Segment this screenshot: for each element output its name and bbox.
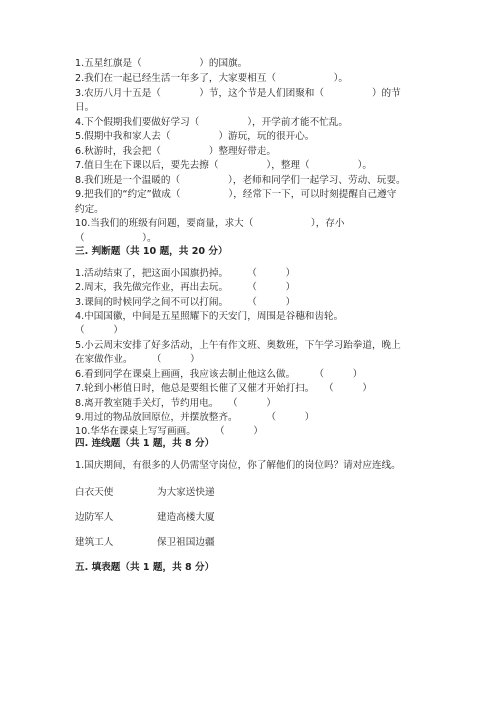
- matching-question: 1.国庆期间，有很多的人仍需坚守岗位，你了解他们的岗位吗？请对应连线。: [75, 460, 401, 471]
- judge-item-1: 1.活动结束了，把这面小国旗扔掉。 （ ）: [75, 268, 296, 279]
- fill-blank-item-7: 7.值日生在下课以后，要先去擦（ ），整理（ ）。: [75, 160, 372, 171]
- match-left-1[interactable]: 白衣天使: [75, 487, 114, 498]
- judge-item-7: 7.轮到小彬值日时，他总是要组长催了又催才开始打扫。 （ ）: [75, 383, 372, 394]
- fill-blank-item-9: 9.把我们的“约定”做成（ ），经常下一下，可以时刻提醒自己遵守: [75, 189, 397, 200]
- match-right-1[interactable]: 为大家送快递: [157, 487, 215, 498]
- fill-blank-item-6: 6.秋游时，我会把（ ）整理好带走。: [75, 146, 277, 157]
- fill-blank-item-5: 5.假期中我和家人去（ ）游玩，玩的很开心。: [75, 131, 315, 142]
- fill-blank-item-8: 8.我们班是一个温暖的（ ），老师和同学们一起学习、劳动、玩耍。: [75, 175, 406, 186]
- judge-item-8: 8.离开教室随手关灯，节约用电。 （ ）: [75, 398, 277, 409]
- judge-item-2: 2.周末，我先做完作业，再出去玩。 （ ）: [75, 282, 296, 293]
- section-4-heading: 四. 连线题（共 1 题，共 8 分）: [75, 438, 215, 449]
- match-left-2[interactable]: 边防军人: [75, 512, 114, 523]
- judge-item-4-cont: （ ）: [75, 325, 123, 336]
- match-right-3[interactable]: 保卫祖国边疆: [157, 537, 215, 548]
- fill-blank-item-1: 1.五星红旗是（ ）的国旗。: [75, 58, 248, 69]
- match-right-2[interactable]: 建造高楼大厦: [157, 512, 215, 523]
- judge-item-9: 9.用过的物品放回原位，并摆放整齐。 （ ）: [75, 412, 315, 423]
- fill-blank-item-3: 3.农历八月十五是（ ）节，这个节是人们团聚和（ ）的节: [75, 88, 401, 99]
- section-5-heading: 五. 填表题（共 1 题，共 8 分）: [75, 562, 215, 573]
- judge-item-5: 5.小云周末安排了好多活动，上午有作文班、奥数班，下午学习跆拳道，晚上: [75, 340, 401, 351]
- fill-blank-item-10-cont: （ ）。: [75, 233, 157, 244]
- judge-item-5-cont: 在家做作业。 （ ）: [75, 354, 200, 365]
- fill-blank-item-2: 2.我们在一起已经生活一年多了，大家要相互（ ）。: [75, 73, 348, 84]
- fill-blank-item-3-cont: 日。: [75, 102, 95, 113]
- judge-item-3: 3.课间的时候同学之间不可以打闹。 （ ）: [75, 297, 296, 308]
- judge-item-6: 6.看到同学在课桌上画画，我应该去制止他这么做。 （ ）: [75, 369, 363, 380]
- fill-blank-item-4: 4.下个假期我们要做好学习（ ），开学前才能不忙乱。: [75, 117, 348, 128]
- judge-item-10: 10.华华在课桌上写写画画。 （ ）: [75, 426, 263, 437]
- fill-blank-item-10: 10.当我们的班级有问题，要商量，求大（ ），存小: [75, 218, 345, 229]
- match-left-3[interactable]: 建筑工人: [75, 537, 114, 548]
- judge-item-4: 4.中国国徽，中间是五星照耀下的天安门，周围是谷穗和齿轮。: [75, 311, 344, 322]
- fill-blank-item-9-cont: 约定。: [75, 204, 104, 215]
- section-3-heading: 三. 判断题（共 10 题，共 20 分）: [75, 246, 228, 257]
